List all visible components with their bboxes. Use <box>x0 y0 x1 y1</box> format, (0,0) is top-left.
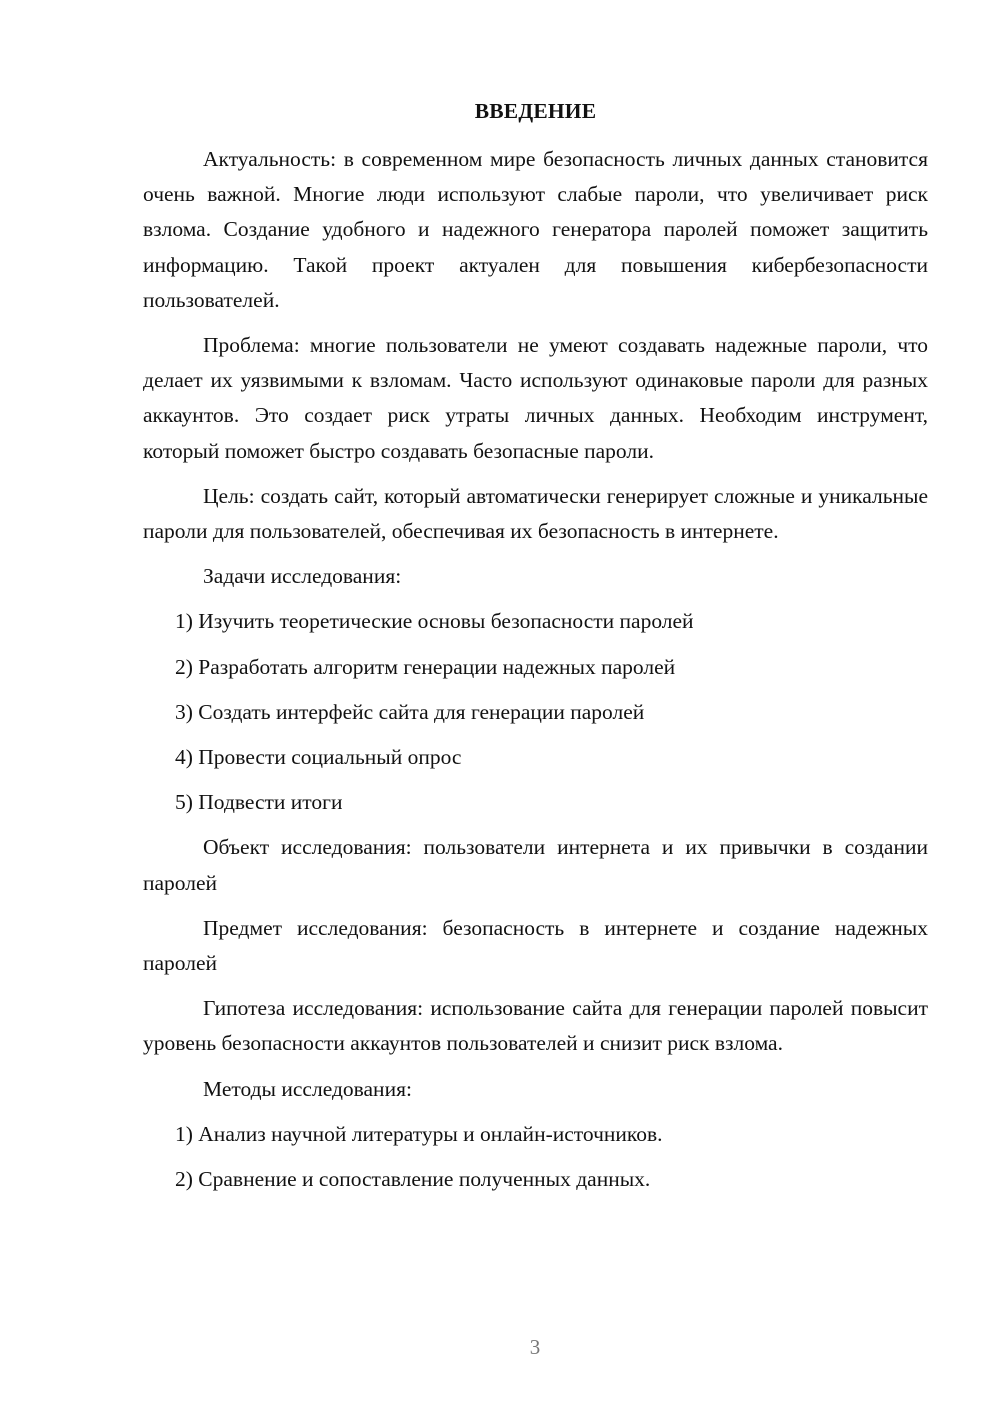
goal-paragraph: Цель: создать сайт, который автоматически генерирует сложные и уникальные пароли для пользователей, обеспечивая их безопасность в интернете. <box>143 483 928 544</box>
list-spacing <box>143 775 928 785</box>
page-number: 3 <box>529 1335 541 1359</box>
paragraph-spacing <box>143 469 928 479</box>
relevance-paragraph: Актуальность: в современном мире безопасность личных данных становится очень важной. Многие люди используют слабые пароли, что увеличивает риск взлома. Создание удобного и надежного генератора паролей поможет защитить информацию. Такой проект актуален для повышения кибербезопасности пользователей. <box>143 147 928 312</box>
object-paragraph: Объект исследования: пользователи интернета и их привычки в создании паролей <box>143 835 928 895</box>
list-spacing <box>143 640 928 650</box>
paragraph-spacing <box>143 1062 928 1072</box>
subject-paragraph: Предмет исследования: безопасность в интернете и создание надежных паролей <box>143 915 928 976</box>
paragraph-spacing <box>143 594 928 604</box>
problem-paragraph: Проблема: многие пользователи не умеют создавать надежные пароли, что делает их уязвимыми к взломам. Часто используют одинаковые пароли для разных аккаунтов. Это создает риск утраты личных данных. Необходим инструмент, который поможет быстро создавать безопасные пароли. <box>143 333 928 463</box>
title-spacing <box>143 126 928 142</box>
list-spacing <box>143 685 928 695</box>
page-title: ВВЕДЕНИЕ <box>474 99 597 123</box>
paragraph-spacing <box>143 901 928 911</box>
task-list-item: 1) Изучить теоретические основы безопасности паролей <box>175 609 694 634</box>
method-list-item: 1) Анализ научной литературы и онлайн-источников. <box>175 1121 663 1146</box>
paragraph-spacing <box>143 820 928 830</box>
task-list-item: 4) Провести социальный опрос <box>175 745 462 770</box>
paragraph-spacing <box>143 1107 928 1117</box>
page-content <box>143 96 928 1197</box>
method-list-item: 2) Сравнение и сопоставление полученных данных. <box>175 1167 651 1192</box>
paragraph-spacing <box>143 981 928 991</box>
tasks-heading: Задачи исследования: <box>203 564 402 589</box>
list-spacing <box>143 730 928 740</box>
list-spacing <box>143 1152 928 1162</box>
hypothesis-paragraph: Гипотеза исследования: использование сайта для генерации паролей повысит уровень безопасности аккаунтов пользователей и снизит риск взлома. <box>143 996 928 1056</box>
paragraph-spacing <box>143 318 928 328</box>
task-list-item: 5) Подвести итоги <box>175 790 343 815</box>
methods-heading: Методы исследования: <box>203 1076 412 1101</box>
task-list-item: 2) Разработать алгоритм генерации надежных паролей <box>175 654 676 679</box>
paragraph-spacing <box>143 549 928 559</box>
task-list-item: 3) Создать интерфейс сайта для генерации паролей <box>175 699 645 724</box>
